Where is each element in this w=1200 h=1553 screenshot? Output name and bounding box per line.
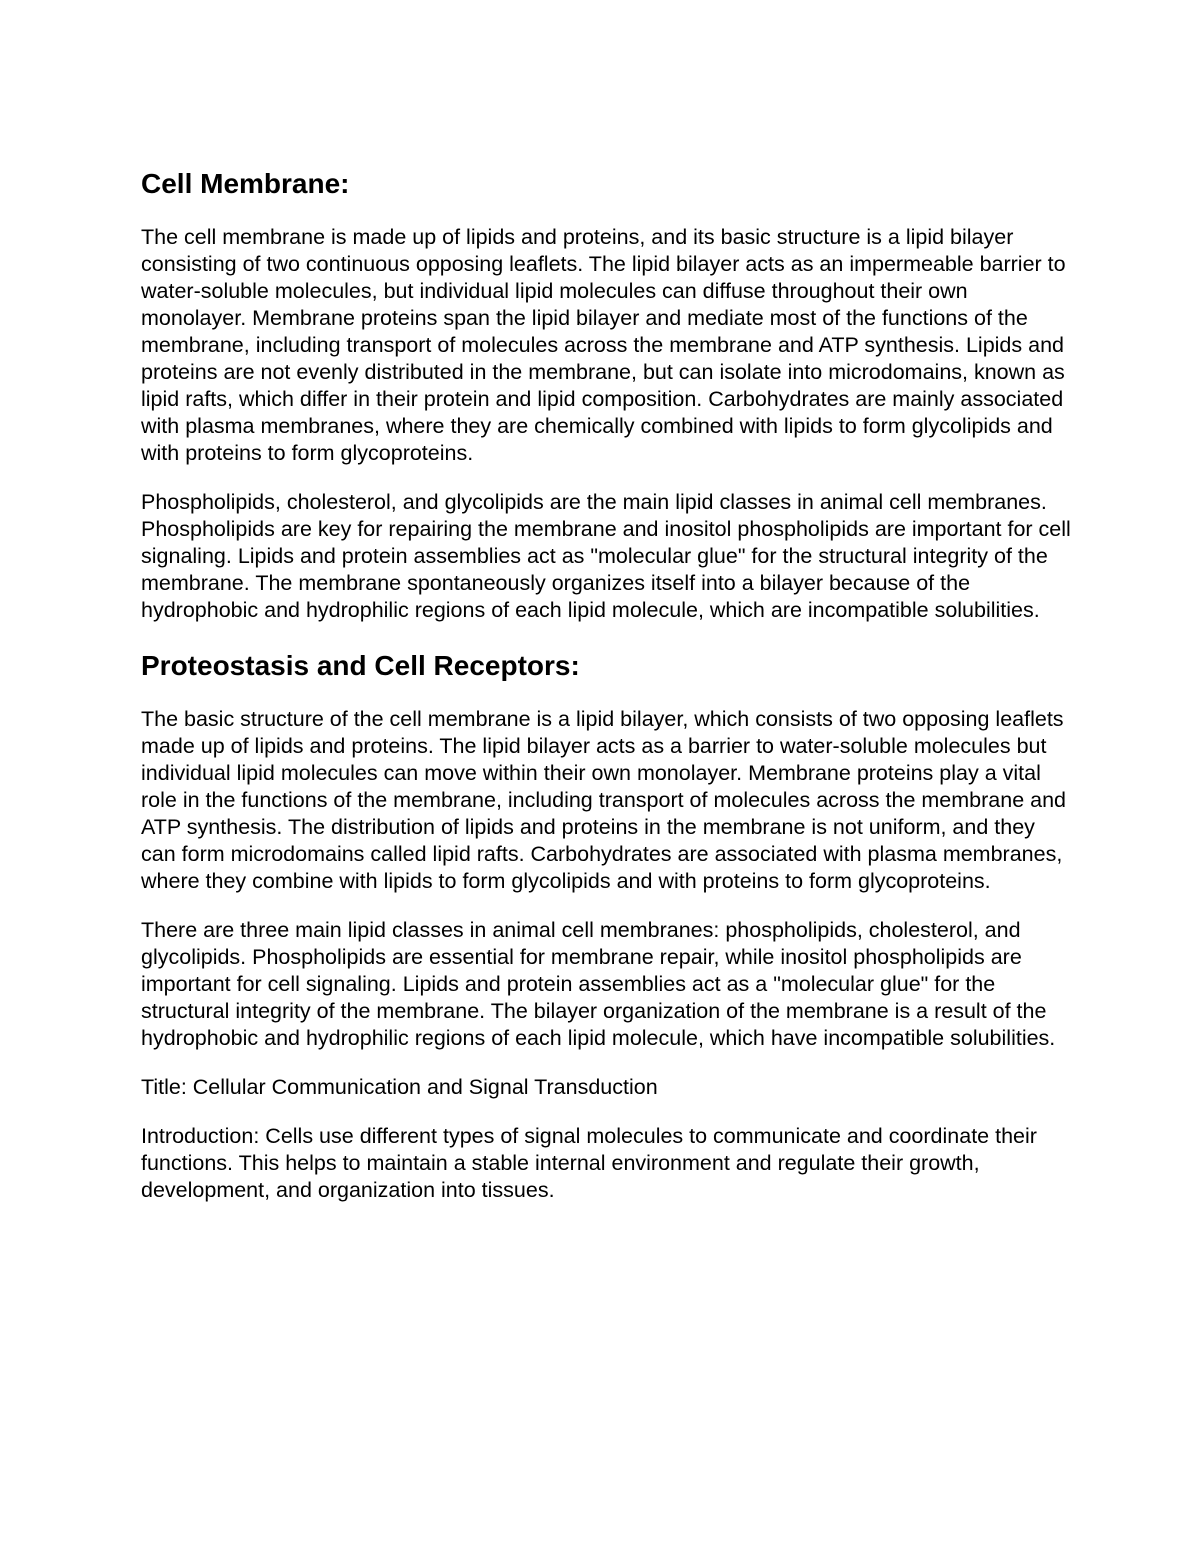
- document-body: [141, 168, 1071, 1226]
- paragraph: The cell membrane is made up of lipids and proteins, and its basic structure is a lipid bilayer consisting of two continuous opposing leaflets. The lipid bilayer acts as an impermeable barrier to water-soluble molecules, but individual lipid molecules can diffuse throughout their own monolayer. Membrane proteins span the lipid bilayer and mediate most of the functions of the membrane, including transport of molecules across the membrane and ATP synthesis. Lipids and proteins are not evenly distributed in the membrane, but can isolate into microdomains, known as lipid rafts, which differ in their protein and lipid composition. Carbohydrates are mainly associated with plasma membranes, where they are chemically combined with lipids to form glycolipids and with proteins to form glycoproteins.: [141, 225, 1066, 465]
- paragraph-introduction: Introduction: Cells use different types of signal molecules to communicate and coordinate their functions. This helps to maintain a stable internal environment and regulate their growth, development, and organization into tissues.: [141, 1124, 1037, 1202]
- paragraph: There are three main lipid classes in animal cell membranes: phospholipids, cholesterol, and glycolipids. Phospholipids are essential for membrane repair, while inositol phospholipids are important for cell signaling. Lipids and protein assemblies act as a "molecular glue" for the structural integrity of the membrane. The bilayer organization of the membrane is a result of the hydrophobic and hydrophilic regions of each lipid molecule, which have incompatible solubilities.: [141, 918, 1056, 1050]
- paragraph-title-line: Title: Cellular Communication and Signal Transduction: [141, 1075, 658, 1099]
- paragraph: The basic structure of the cell membrane is a lipid bilayer, which consists of two opposing leaflets made up of lipids and proteins. The lipid bilayer acts as a barrier to water-soluble molecules but individual lipid molecules can move within their own monolayer. Membrane proteins play a vital role in the functions of the membrane, including transport of molecules across the membrane and ATP synthesis. The distribution of lipids and proteins in the membrane is not uniform, and they can form microdomains called lipid rafts. Carbohydrates are associated with plasma membranes, where they combine with lipids to form glycolipids and with proteins to form glycoproteins.: [141, 707, 1066, 893]
- paragraph: Phospholipids, cholesterol, and glycolipids are the main lipid classes in animal cell membranes. Phospholipids are key for repairing the membrane and inositol phospholipids are important for cell signaling. Lipids and protein assemblies act as "molecular glue" for the structural integrity of the membrane. The membrane spontaneously organizes itself into a bilayer because of the hydrophobic and hydrophilic regions of each lipid molecule, which are incompatible solubilities.: [141, 490, 1071, 622]
- section-heading-cell-membrane: Cell Membrane:: [141, 168, 350, 199]
- section-heading-proteostasis: Proteostasis and Cell Receptors:: [141, 650, 580, 681]
